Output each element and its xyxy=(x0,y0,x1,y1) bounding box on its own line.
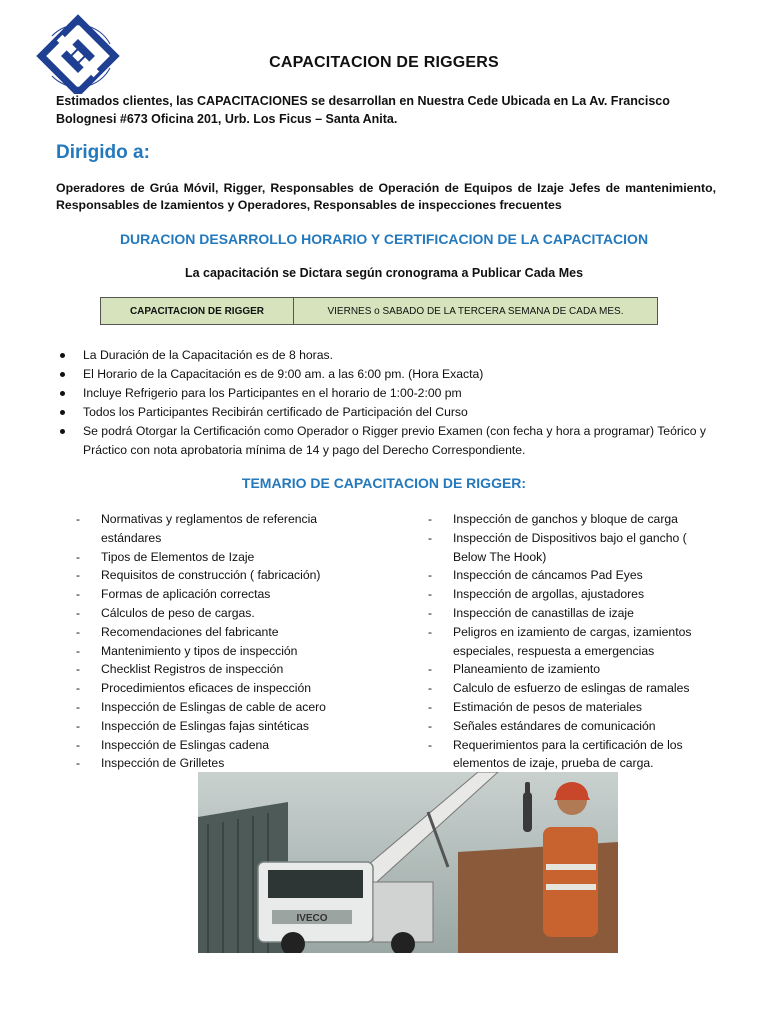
bullet-item: Se podrá Otorgar la Certificación como Operador o Rigger previo Examen (con fecha y hora a programar) Teórico y Práctico con nota aprobatoria mínima de 14 y pago del Derecho Correspondiente. xyxy=(58,422,708,460)
syllabus-item: - Requisitos de construcción ( fabricación) xyxy=(76,566,366,585)
syllabus-item: - Normativas y reglamentos de referencia estándares xyxy=(76,510,366,548)
syllabus-item: - Calculo de esfuerzo de eslingas de ramales xyxy=(428,679,718,698)
syllabus-item: - Planeamiento de izamiento xyxy=(428,660,718,679)
syllabus-item: - Inspección de Dispositivos bajo el gancho ( Below The Hook) xyxy=(428,529,718,567)
truck-brand-label: IVECO xyxy=(296,913,328,924)
syllabus-item: - Requerimientos para la certificación de los elementos de izaje, prueba de carga. xyxy=(428,736,718,774)
syllabus-item: - Formas de aplicación correctas xyxy=(76,585,366,604)
bullet-item: Todos los Participantes Recibirán certificado de Participación del Curso xyxy=(58,403,708,422)
intro-paragraph: Estimados clientes, las CAPACITACIONES se desarrollan en Nuestra Cede Ubicada en La Av. Francisco Bolognesi #673 Oficina 201, Urb. Los Ficus – Santa Anita. xyxy=(56,94,670,126)
syllabus-item: - Inspección de argollas, ajustadores xyxy=(428,585,718,604)
schedule-note: La capacitación se Dictara según cronograma a Publicar Cada Mes xyxy=(184,266,584,280)
bullet-item: Incluye Refrigerio para los Participantes en el horario de 1:00-2:00 pm xyxy=(58,384,708,403)
schedule-time-cell: VIERNES o SABADO DE LA TERCERA SEMANA DE CADA MES. xyxy=(327,305,624,317)
syllabus-item: - Inspección de cáncamos Pad Eyes xyxy=(428,566,718,585)
bullet-item: La Duración de la Capacitación es de 8 horas. xyxy=(58,346,708,365)
duration-heading: DURACION DESARROLLO HORARIO Y CERTIFICACION DE LA CAPACITACION xyxy=(119,231,649,247)
syllabus-item: - Inspección de canastillas de izaje xyxy=(428,604,718,623)
crane-truck-photo-icon xyxy=(198,772,618,953)
syllabus-item: - Cálculos de peso de cargas. xyxy=(76,604,366,623)
schedule-course-cell: CAPACITACION DE RIGGER xyxy=(101,298,294,324)
syllabus-right-list xyxy=(428,510,718,773)
addressed-to-text: Operadores de Grúa Móvil, Rigger, Responsables de Operación de Equipos de Izaje Jefes de mantenimiento, Responsables de Izamientos y Operadores, Responsables de inspecciones frecuentes xyxy=(56,181,716,212)
syllabus-item: - Peligros en izamiento de cargas, izamientos especiales, respuesta a emergencias xyxy=(428,623,718,661)
page-title: CAPACITACION DE RIGGERS xyxy=(269,54,499,71)
syllabus-item: - Inspección de Eslingas fajas sintéticas xyxy=(76,717,366,736)
syllabus-item: - Checklist Registros de inspección xyxy=(76,660,366,679)
crane-truck-rigger-photo xyxy=(198,772,618,953)
syllabus-item: - Tipos de Elementos de Izaje xyxy=(76,548,366,567)
syllabus-item: - Señales estándares de comunicación xyxy=(428,717,718,736)
syllabus-left-list xyxy=(76,510,366,773)
syllabus-item: - Inspección de Eslingas de cable de acero xyxy=(76,698,366,717)
schedule-table xyxy=(100,297,658,325)
bullet-item: El Horario de la Capacitación es de 9:00 am. a las 6:00 pm. (Hora Exacta) xyxy=(58,365,708,384)
syllabus-item: - Estimación de pesos de materiales xyxy=(428,698,718,717)
syllabus-item: - Procedimientos eficaces de inspección xyxy=(76,679,366,698)
syllabus-heading: TEMARIO DE CAPACITACION DE RIGGER: xyxy=(241,475,527,491)
syllabus-item: - Mantenimiento y tipos de inspección xyxy=(76,642,366,661)
duration-bullets xyxy=(58,346,708,460)
syllabus-item: - Inspección de Eslingas cadena xyxy=(76,736,366,755)
syllabus-item: - Inspección de ganchos y bloque de carga xyxy=(428,510,718,529)
syllabus-item: - Inspección de Grilletes xyxy=(76,754,366,773)
addressed-to-heading: Dirigido a: xyxy=(56,142,150,163)
syllabus-item: - Recomendaciones del fabricante xyxy=(76,623,366,642)
